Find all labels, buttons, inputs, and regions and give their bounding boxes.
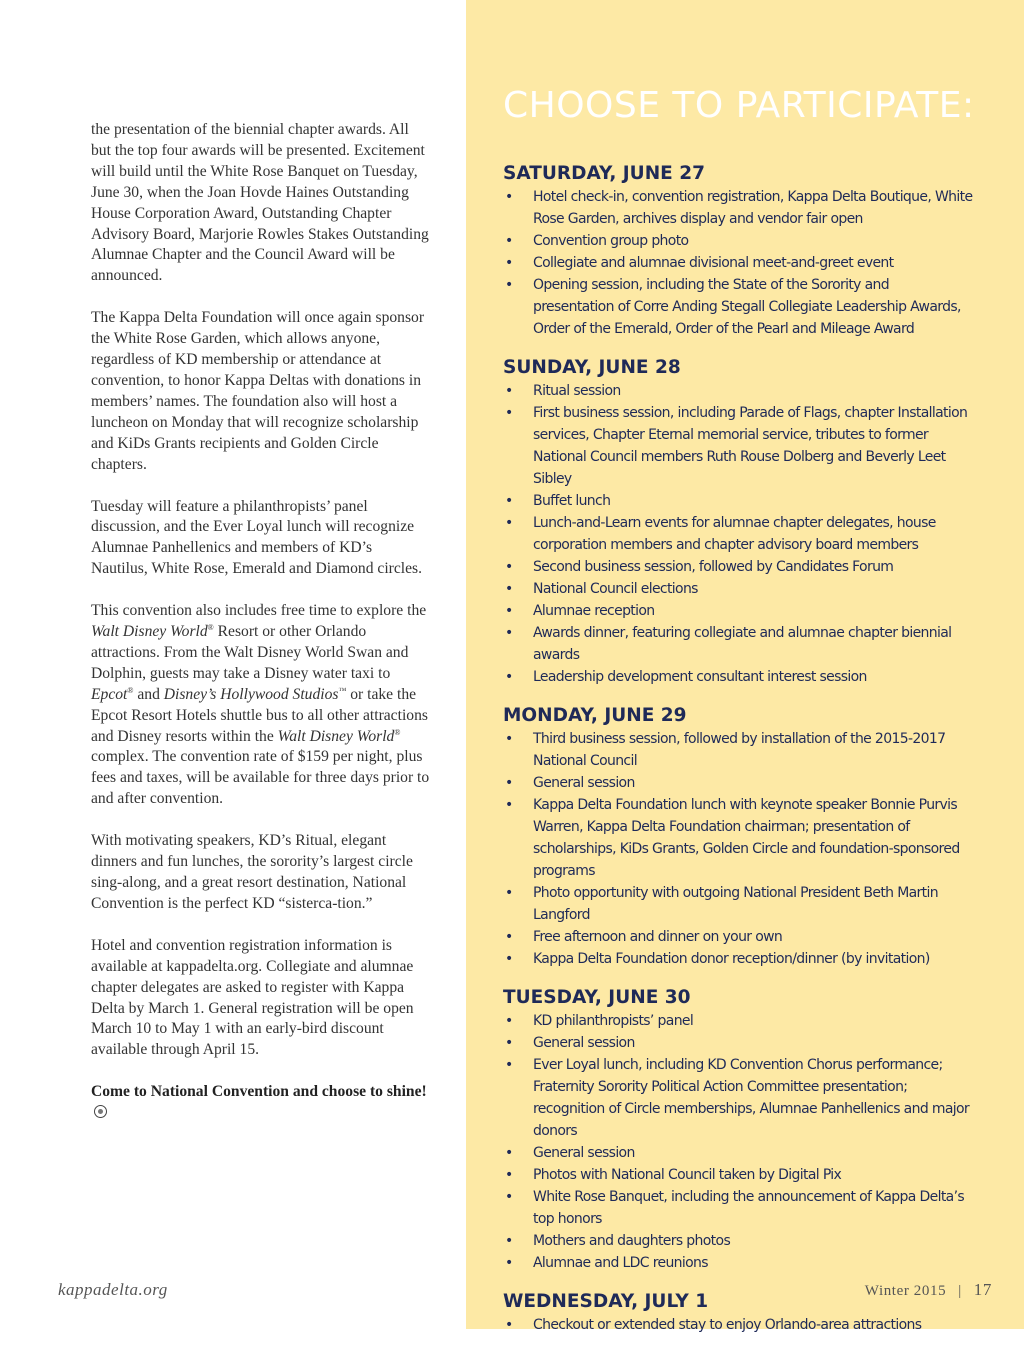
bullet-icon: • bbox=[505, 1189, 513, 1205]
bullet-icon: • bbox=[505, 1317, 513, 1333]
text-run: Epcot bbox=[91, 685, 128, 703]
event-item bbox=[503, 794, 973, 882]
event-item bbox=[503, 186, 973, 230]
bullet-icon: • bbox=[505, 797, 513, 813]
bullet-icon: • bbox=[505, 581, 513, 597]
footer-page-info bbox=[865, 1280, 992, 1300]
text-run: Walt Disney World bbox=[277, 727, 395, 745]
day-title: TUESDAY, JUNE 30 bbox=[503, 987, 691, 1008]
day-title: SUNDAY, JUNE 28 bbox=[503, 357, 681, 378]
event-list bbox=[503, 1010, 973, 1274]
event-item bbox=[503, 380, 973, 402]
section-heading: CHOOSE TO PARTICIPATE: bbox=[503, 85, 975, 126]
bullet-icon: • bbox=[505, 255, 513, 271]
bullet-icon: • bbox=[505, 1255, 513, 1271]
event-item bbox=[503, 772, 973, 794]
event-text: White Rose Banquet, including the announcement of Kappa Delta’s top honors bbox=[533, 1189, 965, 1227]
paragraph-foundation: The Kappa Delta Foundation will once again sponsor the White Rose Garden, which allows anyone, regardless of KD membership or attendance at convention, to honor Kappa Deltas with donations in members’ names. The foundation also will host a luncheon on Monday that will recognize scholarship and KiDs Grants recipients and Golden Circle chapters. bbox=[91, 309, 425, 473]
bullet-icon: • bbox=[505, 669, 513, 685]
event-text: Ever Loyal lunch, including KD Convention Chorus performance; Fraternity Sorority Political Action Committee presentation; recognition of Circle memberships, Alumnae Panhellenics and major donors bbox=[533, 1057, 970, 1139]
event-text: Opening session, including the State of the Sorority and presentation of Corre Anding Stegall Collegiate Leadership Awards, Order of the Emerald, Order of the Pearl and Mileage Award bbox=[533, 277, 961, 337]
event-item bbox=[503, 1252, 973, 1274]
text-run: and bbox=[133, 685, 164, 703]
bullet-icon: • bbox=[505, 1167, 513, 1183]
event-text: Mothers and daughters photos bbox=[533, 1233, 731, 1249]
event-text: Alumnae reception bbox=[533, 603, 655, 619]
event-text: Hotel check-in, convention registration, Kappa Delta Boutique, White Rose Garden, archives display and vendor fair open bbox=[533, 189, 973, 227]
event-item bbox=[503, 926, 973, 948]
event-text: Photo opportunity with outgoing National President Beth Martin Langford bbox=[533, 885, 938, 923]
event-item bbox=[503, 948, 973, 970]
event-item bbox=[503, 1186, 973, 1230]
bullet-icon: • bbox=[505, 189, 513, 205]
event-text: Ritual session bbox=[533, 383, 621, 399]
schedule-day bbox=[503, 986, 973, 1274]
event-text: General session bbox=[533, 775, 635, 791]
bullet-icon: • bbox=[505, 731, 513, 747]
text-run: This convention also includes free time to explore the bbox=[91, 602, 427, 620]
day-title: MONDAY, JUNE 29 bbox=[503, 705, 687, 726]
text-run: Disney’s Hollywood Studios bbox=[163, 685, 339, 703]
event-text: Kappa Delta Foundation lunch with keynote speaker Bonnie Purvis Warren, Kappa Delta Foundation chairman; presentation of scholarships, KiDs Grants, Golden Circle and foundation-sponsored programs bbox=[533, 797, 960, 879]
registered-mark: ® bbox=[394, 727, 401, 737]
paragraph-sistercation: With motivating speakers, KD’s Ritual, elegant dinners and fun lunches, the sorority’s largest circle sing-along, and a great resort destination, National Convention is the perfect KD “sisterca-tion.” bbox=[91, 832, 413, 912]
event-list bbox=[503, 186, 973, 340]
event-item bbox=[503, 622, 973, 666]
event-item bbox=[503, 578, 973, 600]
event-item bbox=[503, 512, 973, 556]
bullet-icon: • bbox=[505, 1035, 513, 1051]
event-text: Convention group photo bbox=[533, 233, 689, 249]
bullet-icon: • bbox=[505, 951, 513, 967]
event-text: Collegiate and alumnae divisional meet-and-greet event bbox=[533, 255, 894, 271]
event-text: KD philanthropists’ panel bbox=[533, 1013, 694, 1029]
event-item bbox=[503, 1054, 973, 1142]
event-item bbox=[503, 600, 973, 622]
bullet-icon: • bbox=[505, 515, 513, 531]
schedule-day bbox=[503, 704, 973, 970]
event-item bbox=[503, 1032, 973, 1054]
kd-emblem-icon bbox=[94, 1105, 107, 1118]
bullet-icon: • bbox=[505, 559, 513, 575]
bullet-icon: • bbox=[505, 405, 513, 421]
bullet-icon: • bbox=[505, 885, 513, 901]
event-item bbox=[503, 1314, 973, 1336]
event-item bbox=[503, 490, 973, 512]
bullet-icon: • bbox=[505, 1145, 513, 1161]
event-list bbox=[503, 728, 973, 970]
event-item bbox=[503, 1164, 973, 1186]
event-text: Buffet lunch bbox=[533, 493, 611, 509]
event-item bbox=[503, 556, 973, 578]
event-text: Kappa Delta Foundation donor reception/dinner (by invitation) bbox=[533, 951, 930, 967]
event-text: Third business session, followed by installation of the 2015-2017 National Council bbox=[533, 731, 946, 769]
event-list bbox=[503, 380, 973, 688]
event-item bbox=[503, 1142, 973, 1164]
text-run: Resort or other Orlando attractions. From the Walt Disney World Swan and Dolphin, guests may take a Disney water taxi to bbox=[91, 623, 409, 682]
schedule-day bbox=[503, 162, 973, 340]
footer-website: kappadelta.org bbox=[58, 1280, 168, 1299]
registered-mark: ® bbox=[127, 685, 134, 695]
text-run: complex. The convention rate of $159 per night, plus fees and taxes, will be available for three days prior to and after convention. bbox=[91, 748, 430, 808]
event-text: Alumnae and LDC reunions bbox=[533, 1255, 708, 1271]
bullet-icon: • bbox=[505, 1013, 513, 1029]
bullet-icon: • bbox=[505, 493, 513, 509]
bullet-icon: • bbox=[505, 233, 513, 249]
event-item bbox=[503, 402, 973, 490]
bullet-icon: • bbox=[505, 775, 513, 791]
bullet-icon: • bbox=[505, 625, 513, 641]
article-body bbox=[91, 120, 431, 1145]
bullet-icon: • bbox=[505, 929, 513, 945]
paragraph-registration: Hotel and convention registration information is available at kappadelta.org. Collegiate and alumnae chapter delegates are asked to register with Kappa Delta by March 1. General registration will be open March 10 to May 1 with an early-bird discount available through April 15. bbox=[91, 936, 414, 1059]
trademark-mark: ™ bbox=[338, 685, 347, 695]
event-text: Awards dinner, featuring collegiate and alumnae chapter biennial awards bbox=[533, 625, 952, 663]
paragraph-disney bbox=[91, 601, 431, 810]
bullet-icon: • bbox=[505, 277, 513, 293]
event-item bbox=[503, 1010, 973, 1032]
event-item bbox=[503, 882, 973, 926]
text-run: Walt Disney World bbox=[91, 623, 208, 641]
day-title: SATURDAY, JUNE 27 bbox=[503, 163, 706, 184]
page-number: 17 bbox=[973, 1280, 992, 1299]
paragraph-tuesday: Tuesday will feature a philanthropists’ panel discussion, and the Ever Loyal lunch will recognize Alumnae Panhellenics and members of KD’s Nautilus, White Rose, Emerald and Diamond circles. bbox=[91, 497, 422, 578]
event-item bbox=[503, 728, 973, 772]
paragraph-closing bbox=[91, 1082, 431, 1124]
bullet-icon: • bbox=[505, 383, 513, 399]
event-item bbox=[503, 252, 973, 274]
event-item bbox=[503, 666, 973, 688]
footer-issue: Winter 2015 bbox=[864, 1283, 947, 1299]
event-text: First business session, including Parade of Flags, chapter Installation services, Chapter Eternal memorial service, tributes to former National Council members Ruth Rouse Dolberg and Beverly Leet Sibley bbox=[533, 405, 968, 487]
schedule-day bbox=[503, 356, 973, 688]
bullet-icon: • bbox=[505, 1057, 513, 1073]
text-run: or take the Epcot Resort Hotels shuttle bus to all other attractions and Disney resorts within the bbox=[91, 685, 428, 745]
day-title: WEDNESDAY, JULY 1 bbox=[503, 1291, 709, 1312]
paragraph-awards: the presentation of the biennial chapter awards. All but the top four awards will be presented. Excitement will build until the White Rose Banquet on Tuesday, June 30, when the Joan Hovde Haines Outstanding House Corporation Award, Outstanding Chapter Advisory Board, Marjorie Rowles Stakes Outstanding Alumnae Chapter and the Council Award will be announced. bbox=[91, 121, 429, 285]
schedule-list bbox=[503, 162, 973, 1352]
footer-separator: | bbox=[958, 1283, 962, 1299]
event-text: General session bbox=[533, 1035, 635, 1051]
event-text: Photos with National Council taken by Digital Pix bbox=[533, 1167, 842, 1183]
bullet-icon: • bbox=[505, 603, 513, 619]
event-text: Lunch-and-Learn events for alumnae chapter delegates, house corporation members and chapter advisory board members bbox=[533, 515, 936, 553]
registered-mark: ® bbox=[207, 622, 214, 632]
event-text: National Council elections bbox=[533, 581, 698, 597]
bullet-icon: • bbox=[505, 1233, 513, 1249]
closing-text: Come to National Convention and choose to shine! bbox=[91, 1083, 427, 1101]
event-text: Free afternoon and dinner on your own bbox=[533, 929, 783, 945]
event-text: Second business session, followed by Candidates Forum bbox=[533, 559, 894, 575]
event-item bbox=[503, 1230, 973, 1252]
event-list bbox=[503, 1314, 973, 1336]
event-text: Checkout or extended stay to enjoy Orlando-area attractions bbox=[533, 1317, 922, 1333]
event-text: Leadership development consultant interest session bbox=[533, 669, 867, 685]
event-item bbox=[503, 274, 973, 340]
event-text: General session bbox=[533, 1145, 635, 1161]
event-item bbox=[503, 230, 973, 252]
